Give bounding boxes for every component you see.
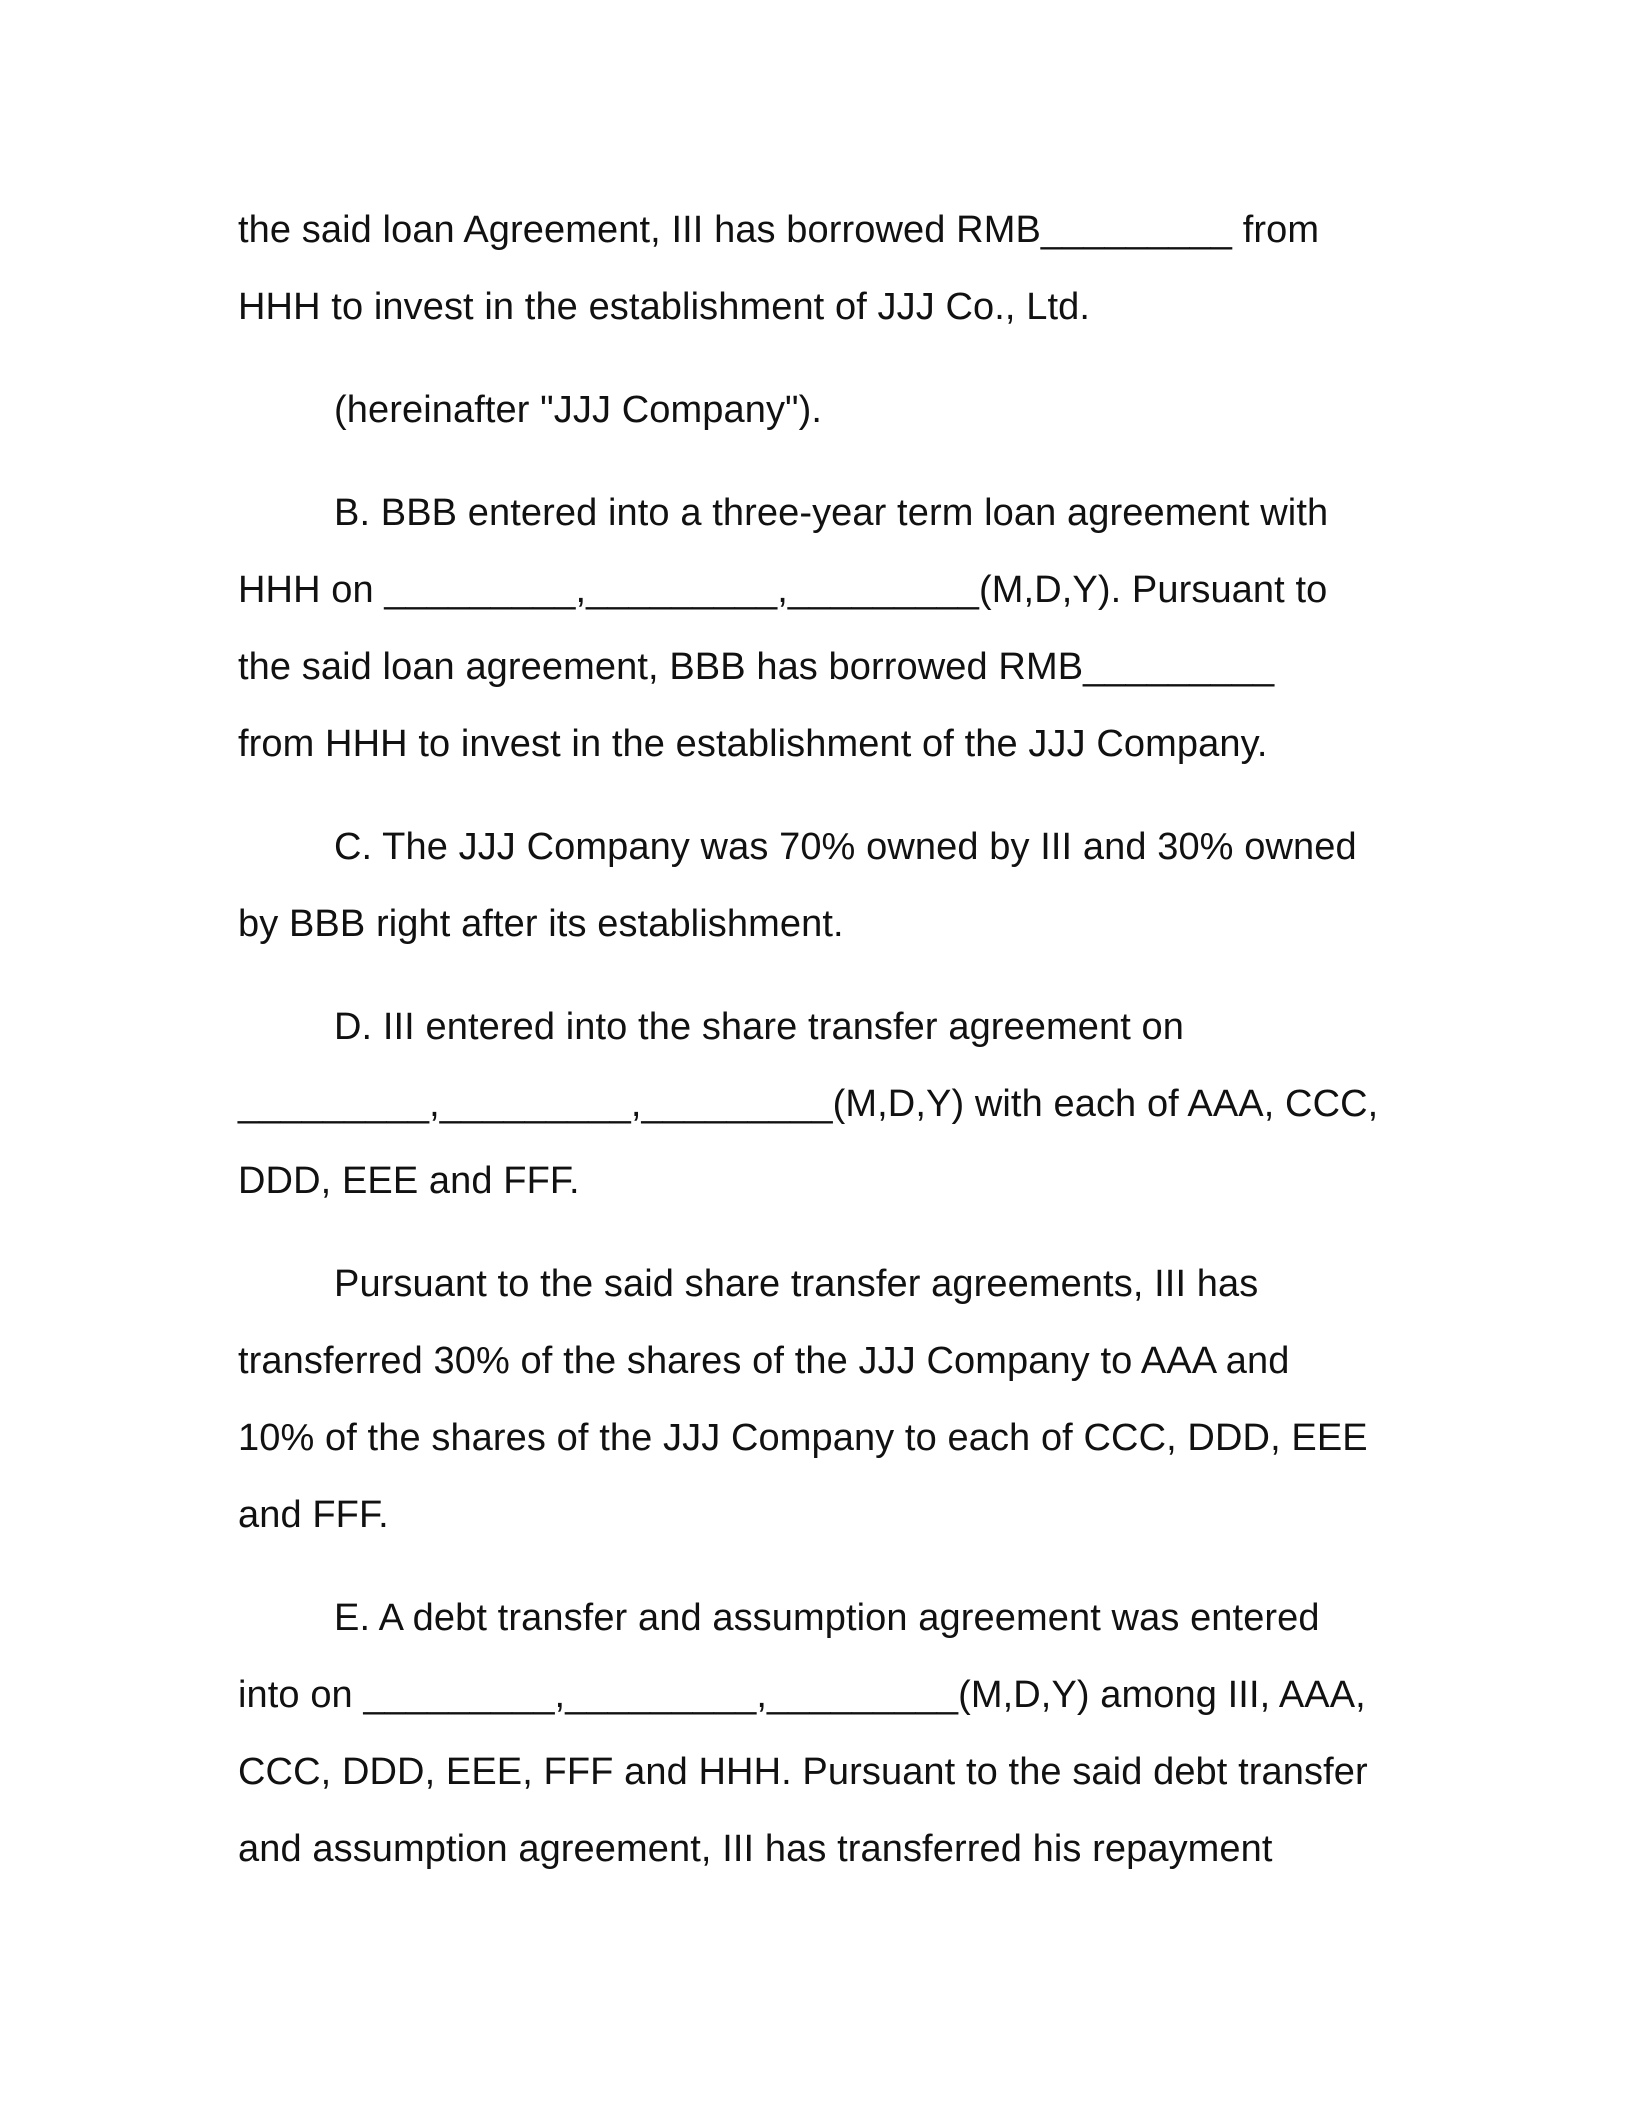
text-line: HHH to invest in the establishment of JJJ Co., Ltd.: [238, 286, 1091, 328]
text-line: Pursuant to the said share transfer agreements, III has: [334, 1263, 1259, 1305]
text-line: (hereinafter "JJJ Company").: [334, 389, 823, 431]
text-line: _________,_________,_________(M,D,Y) with each of AAA, CCC,: [238, 1083, 1379, 1125]
text-line: B. BBB entered into a three-year term loan agreement with: [334, 492, 1329, 534]
text-line: DDD, EEE and FFF.: [238, 1160, 580, 1202]
text-line: into on _________,_________,_________(M,D,Y) among III, AAA,: [238, 1674, 1366, 1716]
text-line: D. III entered into the share transfer agreement on: [334, 1006, 1185, 1048]
paragraph-pursuant: [238, 1246, 1398, 1554]
paragraph-clause-e: [238, 1580, 1398, 1888]
text-line: and assumption agreement, III has transferred his repayment: [238, 1828, 1273, 1870]
paragraph-clause-c: [238, 809, 1398, 963]
paragraph-clause-b: [238, 475, 1398, 783]
text-line: 10% of the shares of the JJJ Company to each of CCC, DDD, EEE: [238, 1417, 1368, 1459]
text-line: from HHH to invest in the establishment of the JJJ Company.: [238, 723, 1268, 765]
text-line: CCC, DDD, EEE, FFF and HHH. Pursuant to the said debt transfer: [238, 1751, 1368, 1793]
text-line: the said loan agreement, BBB has borrowed RMB_________: [238, 646, 1275, 688]
document-body: [238, 192, 1398, 1888]
paragraph-hereinafter: [238, 372, 1398, 449]
text-line: transferred 30% of the shares of the JJJ Company to AAA and: [238, 1340, 1290, 1382]
paragraph-intro: [238, 192, 1398, 346]
text-line: by BBB right after its establishment.: [238, 903, 844, 945]
text-line: E. A debt transfer and assumption agreement was entered: [334, 1597, 1320, 1639]
text-line: the said loan Agreement, III has borrowed RMB_________ from: [238, 209, 1320, 251]
text-line: HHH on _________,_________,_________(M,D,Y). Pursuant to: [238, 569, 1328, 611]
text-line: C. The JJJ Company was 70% owned by III and 30% owned: [334, 826, 1357, 868]
text-line: and FFF.: [238, 1494, 389, 1536]
paragraph-clause-d: [238, 989, 1398, 1220]
